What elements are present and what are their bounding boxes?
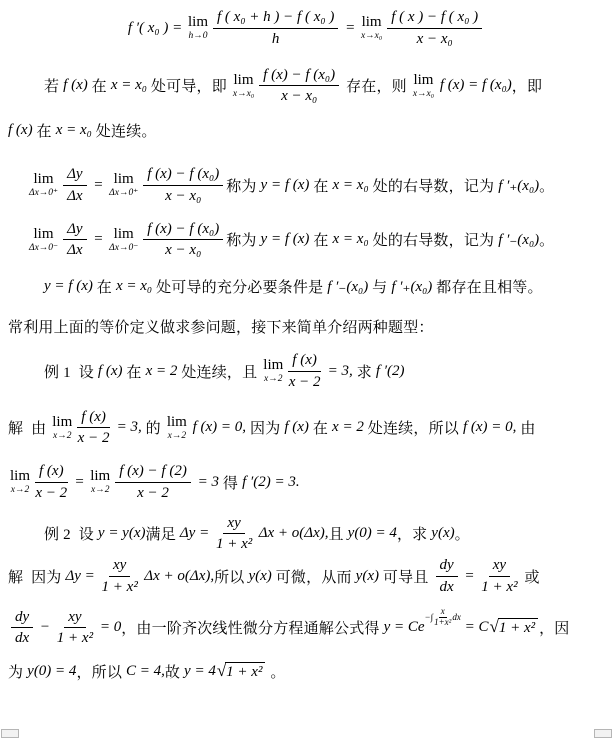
static-text: 若 [44,79,64,96]
fraction-numerator [436,556,458,577]
math-text: f (x) = 0, [188,419,247,436]
fraction-numerator [109,556,130,577]
math-text: y = y(x) [97,525,146,542]
fraction-numerator [115,462,191,483]
limit-subscript: x→2 [167,430,187,441]
static-text: 处的右导数，记为 [368,233,499,250]
fraction [102,556,138,597]
limit-operator [263,358,283,385]
limit-operator [109,172,138,199]
document-line-10 [8,462,605,503]
math-text: xy [492,557,507,573]
math-text: x − 2 [77,430,110,447]
math-text: y(x) [355,567,379,584]
fraction-denominator [137,483,169,503]
limit-subscript: x→2 [90,485,110,495]
fraction-denominator [165,186,201,206]
math-text: f (x) = 0, [462,419,517,436]
document-line-13 [8,608,605,649]
limit-word: lim [10,468,31,484]
limit-word: lim [263,357,284,373]
static-text: 都存在且相等。 [432,280,543,296]
limit-word: lim [188,14,209,30]
static-text: 例 1 设 [44,364,98,381]
math-text: f (x) − f (x₀) [147,166,220,182]
limit-subscript: h→0 [188,31,208,41]
math-text: Δy [67,166,83,182]
limit-operator [109,227,138,254]
fraction-denominator [434,618,451,628]
radical-sign: √ [489,617,499,637]
document-line-14 [8,661,605,682]
math-text: Δy [67,220,83,237]
static-text: 称为 [226,178,261,195]
math-text: −∫ [424,612,434,623]
fraction [77,408,110,449]
limit-subscript: x→2 [264,374,283,384]
fraction-numerator [223,514,244,535]
fraction-numerator [35,462,68,483]
limit-operator [29,172,58,199]
math-text: y(x) [248,567,272,584]
math-text: f ′₊(x₀) [498,177,540,194]
math-text: x = x₀ [110,77,147,94]
math-text: f (x) [97,362,123,379]
static-text: 解 因为 [8,569,66,586]
fraction [216,514,252,555]
fraction-denominator [15,628,29,648]
limit-operator [52,415,72,442]
limit-subscript: x→2 [10,485,30,495]
math-text: dx [439,578,454,595]
static-text: ，所以 [76,665,126,681]
fraction-numerator [387,8,482,29]
math-text: x [440,606,445,617]
math-text: dy [439,557,454,573]
fraction [143,220,223,261]
document-line-9 [8,408,605,449]
math-text: 1 + x² [481,578,518,595]
limit-operator [188,15,208,42]
static-text: 得 [218,475,243,492]
limit-subscript: x→2 [53,430,72,441]
document-line-4 [8,165,605,206]
math-text: dx [15,630,30,647]
fraction-numerator [259,66,339,87]
static-text: 处连续。 [91,124,157,140]
math-text: 1 + x² [498,620,536,637]
limit-word: lim [90,468,111,484]
document-line-2 [8,66,605,107]
math-text: Δx + o(Δx), [140,567,215,584]
math-text: dx [452,612,461,623]
math-text: x = x₀ [115,278,153,294]
limit-subscript: x→x₀ [232,88,255,99]
limit-word: lim [33,171,54,187]
limit-word: lim [413,71,434,88]
square-root [217,662,266,681]
math-text: = C [460,619,489,636]
math-text: y = f (x) [260,231,310,248]
math-text: f (x) [284,419,309,436]
static-text: 且 [328,527,348,544]
static-text: 存在，则 [342,79,411,96]
static-text: 在 [308,421,333,438]
math-text: 1 + x² [226,664,263,680]
math-text: y(0) = 4 [347,525,397,542]
fraction-denominator [272,29,280,49]
document-line-1 [8,8,605,49]
exponent [425,607,461,628]
math-text: f ′₋(x₀) [498,232,540,249]
math-text: f (x) = f (x₀) [436,77,512,94]
math-text: y = 4 [184,663,216,679]
fraction-numerator [63,165,86,186]
fraction-denominator [102,577,138,597]
static-text: ，即 [511,79,543,96]
fraction [63,220,86,261]
fraction [387,8,482,49]
static-text: 为 [8,665,28,681]
limit-subscript: Δx→0⁺ [29,188,59,198]
static-text: 。 [454,527,470,544]
math-text: Δy = [65,567,99,584]
limit-operator [90,469,110,496]
static-text: 处连续，所以 [363,421,463,438]
math-text: x = 2 [145,362,178,379]
static-text: 或 [520,569,540,586]
fraction [288,351,321,392]
math-text: y(0) = 4 [27,663,77,679]
math-text: xy [68,608,82,625]
math-text: xy [113,557,127,573]
fraction-denominator [78,428,110,448]
fraction-denominator [57,628,93,648]
math-text: 1 + x² [101,578,138,595]
math-text: x − 2 [35,484,68,501]
static-text: 可微，从而 [271,569,356,586]
document-line-6 [8,276,605,297]
radicand [498,618,538,637]
math-text: x − x₀ [281,88,318,105]
math-text: f (x) − f (2) [119,463,187,479]
limit-operator [10,469,30,496]
math-text: Δx + o(Δx), [255,525,329,542]
fraction-numerator [77,408,110,429]
scrollbar-fragment-left[interactable] [1,729,19,738]
static-text: 可导且 [378,569,433,586]
math-text: C = 4, [126,663,165,679]
math-text: f (x) − f (x₀) [263,66,336,83]
math-text: x = 2 [332,419,364,436]
math-text: f (x) − f (x₀) [147,220,220,237]
fraction-denominator [67,186,82,206]
scrollbar-fragment-right[interactable] [594,729,612,738]
static-text: 解 由 [8,421,51,438]
fraction [35,462,68,503]
math-text: x − x₀ [416,30,453,47]
limit-word: lim [33,225,54,242]
math-text: f (x) [39,463,64,479]
math-text: Δx [67,187,83,204]
square-root [489,618,538,637]
fraction-denominator [35,483,67,503]
fraction-denominator [216,534,252,554]
radical-sign: √ [216,661,227,680]
radicand [225,662,265,681]
fraction [11,608,33,649]
math-text: y = f (x) [260,176,310,193]
fraction-numerator [11,608,33,629]
static-text: 在 [32,124,56,140]
fraction [213,8,338,49]
math-text: x − x₀ [165,187,202,204]
fraction-denominator [417,29,453,49]
math-text: 1 + x² [215,536,253,553]
math-text: f ( x ) − f ( x₀ ) [391,9,479,25]
math-text: y(x) [431,525,455,542]
static-text: 在 [92,280,116,296]
static-text: 例 2 设 [44,527,98,544]
static-text: 满足 [145,527,180,544]
limit-subscript: x→x₀ [412,88,435,99]
math-text: x − x₀ [165,242,202,259]
math-text: xy [227,514,241,531]
document-line-12 [8,556,605,597]
fraction-denominator [67,240,82,260]
math-text: f (x) [8,122,33,138]
static-text: 常利用上面的等价定义做求参问题，接下来简单介绍两种题型： [8,320,434,336]
fraction [63,165,86,206]
fraction-numerator [288,351,321,372]
math-text: 1+x² [434,617,452,628]
limit-word: lim [166,413,187,430]
math-text: f ′₋(x₀) [327,279,369,295]
fraction-numerator [213,8,338,29]
limit-subscript: Δx→0⁺ [109,188,139,198]
math-text: f (x) [63,77,88,94]
math-text: f ′(2) = 3. [242,473,300,490]
fraction [436,556,458,597]
math-text: f ′₊(x₀) [391,279,433,295]
limit-operator [233,73,254,100]
limit-word: lim [361,14,382,30]
math-text: f ′(2) [375,362,405,379]
math-text: = [460,567,479,584]
fraction-numerator [64,608,85,629]
limit-operator [413,73,434,100]
limit-operator [29,227,58,254]
static-text: 处可导的充分必要条件是 [152,280,328,296]
limit-word: lim [52,413,73,430]
static-text: 故 [164,665,185,681]
limit-subscript: Δx→0⁻ [109,242,139,253]
math-text: f ( x₀ + h ) − f ( x₀ ) [217,9,335,25]
fraction-numerator [143,165,223,186]
math-text: y = f (x) [44,278,93,294]
math-text: f (x) [81,408,106,425]
fraction [115,462,191,503]
math-text: − [36,619,54,636]
static-text: 称为 [226,233,261,250]
document-line-5 [8,220,605,261]
static-text: 处连续，且 [177,364,262,381]
limit-subscript: Δx→0⁻ [29,242,59,253]
document-line-7 [8,316,605,337]
static-text: ，因 [539,621,570,638]
static-text: 。 [539,233,555,250]
math-text: x = x₀ [332,231,369,248]
static-text: 在 [309,178,333,195]
limit-word: lim [113,171,134,187]
math-text: f ′( x₀ ) = [127,19,186,36]
fraction-numerator [143,220,223,241]
static-text: ，求 [396,527,432,544]
fraction-numerator [63,220,86,241]
fraction [259,66,339,107]
math-text: 1 + x² [56,630,94,647]
math-text: = 3 [193,473,219,490]
static-text: 求 [352,364,376,381]
static-text: 在 [87,79,111,96]
static-text: 与 [368,280,392,296]
fraction-denominator [481,577,517,597]
fraction-denominator [289,372,321,392]
static-text: 处的右导数，记为 [368,178,499,195]
static-text: 处可导，即 [147,79,231,96]
math-text: x − 2 [288,373,321,390]
fraction [143,165,223,206]
limit-subscript: x→x₀ [360,31,383,41]
document-line-3 [8,120,605,141]
document-line-8 [8,351,605,392]
math-text: f (x) [292,352,317,368]
math-text: x = x₀ [332,176,369,193]
static-text: ，由一阶齐次线性微分方程通解公式得 [121,621,384,638]
static-text: 在 [122,364,146,381]
math-text: = 3, [323,362,353,379]
fraction-denominator [165,240,201,260]
math-text: Δy = [179,525,213,542]
fraction-numerator [489,556,510,577]
math-text: = [341,19,359,36]
math-text: = [89,176,108,193]
static-text: 因为 [246,421,285,438]
static-text: 由 [516,421,536,438]
static-text: 。 [266,665,286,681]
math-text: x − 2 [137,484,169,501]
static-text: 的 [141,421,165,438]
fraction [481,556,517,597]
limit-operator [167,415,187,442]
math-text: h [271,30,280,47]
math-text: x = x₀ [55,122,92,138]
fraction [434,607,451,628]
math-text: = 0 [96,619,122,636]
math-text: = [89,231,108,248]
math-text: = 3, [112,419,142,436]
static-text: 所以 [214,569,249,586]
math-text: Δx [67,242,83,259]
math-text: y = Ce [383,619,425,636]
fraction-denominator [440,577,454,597]
math-text: dy [15,608,30,625]
fraction [57,608,93,649]
static-text: 在 [309,233,333,250]
limit-operator [361,15,382,42]
static-text: 。 [539,178,555,195]
fraction-denominator [281,86,317,106]
limit-word: lim [113,225,134,242]
limit-word: lim [233,71,254,88]
document-line-11 [8,514,605,555]
math-text: = [70,473,89,490]
